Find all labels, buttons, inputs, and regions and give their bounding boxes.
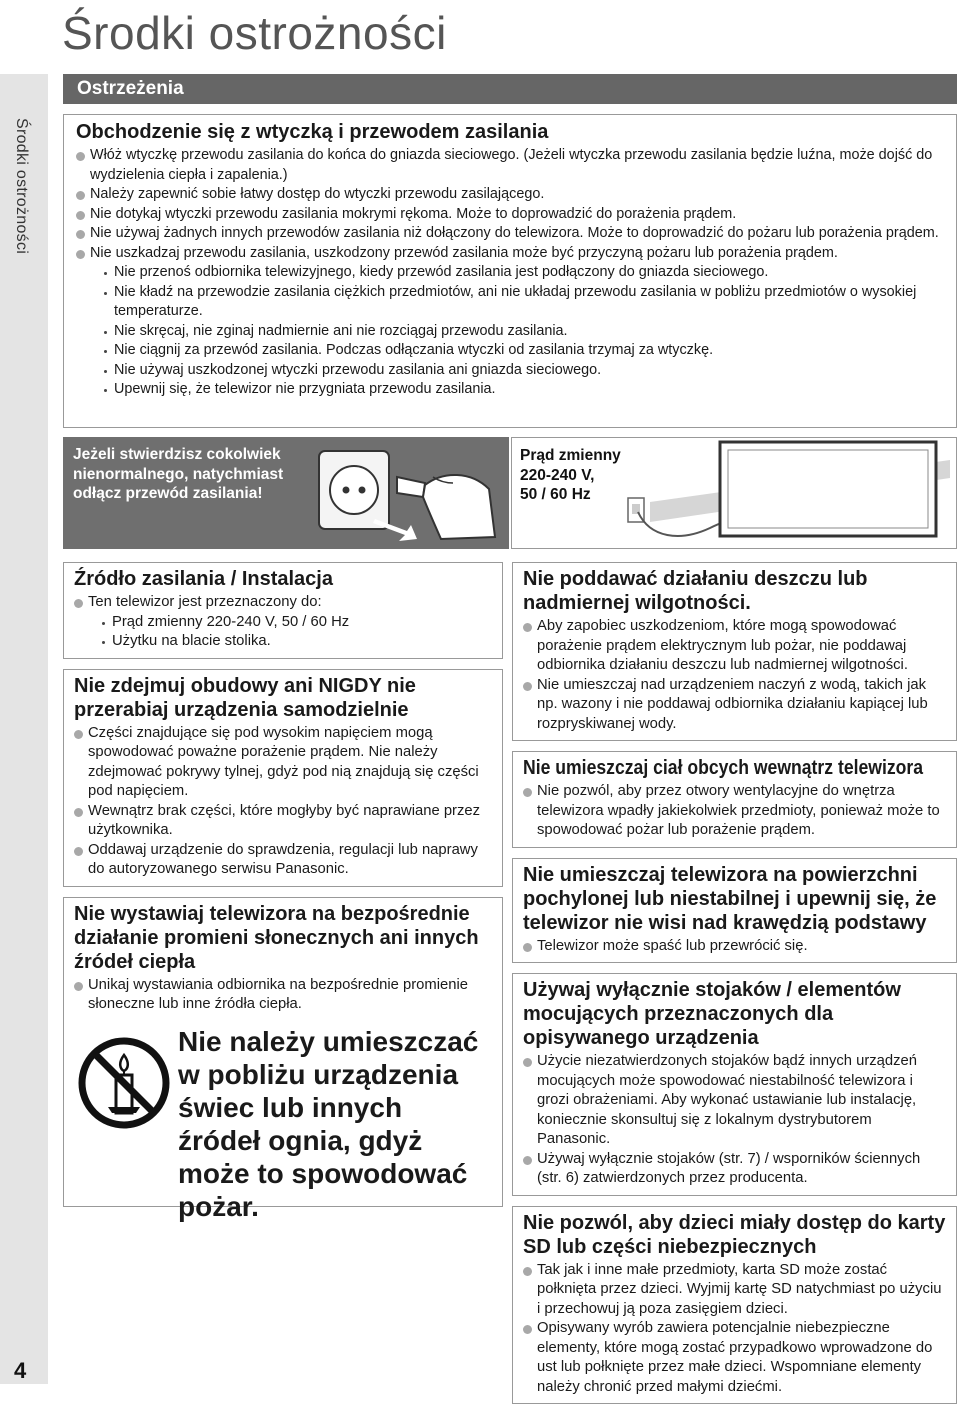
list-item: Wewnątrz brak części, które mogłyby być naprawiane przez użytkownika. bbox=[74, 802, 492, 841]
sub-list-item: Nie używaj uszkodzonej wtyczki przewodu zasilania ani gniazda sieciowego. bbox=[102, 361, 944, 381]
list-item: Opisywany wyrób zawiera potencjalnie niebezpieczne elementy, które mogą zostać przypadkowo wprowadzone do ust lub połknięte przez małe dzieci. Wspomniane elementy należy chronić przed małymi dziećmi. bbox=[523, 1319, 946, 1397]
children-list bbox=[523, 1261, 946, 1398]
side-tab bbox=[0, 74, 48, 1384]
stand-title: Używaj wyłącznie stojaków / elementów mocujących przeznaczonych dla opisywanego urządzenia bbox=[523, 979, 901, 1049]
list-item: Używaj wyłącznie stojaków (str. 7) / wsporników ściennych (str. 6) zatwierdzonych przez producenta. bbox=[523, 1150, 946, 1189]
sub-list-item: Nie skręcaj, nie zginaj nadmiernie ani nie rozciągaj przewodu zasilania. bbox=[102, 322, 944, 342]
unstable-surface-section bbox=[512, 858, 957, 964]
candle-warning bbox=[74, 1025, 492, 1223]
ac-power-line-1: Prąd zmienny bbox=[520, 447, 621, 464]
power-install-list bbox=[74, 593, 492, 613]
list-item: Nie używaj żadnych innych przewodów zasilania niż dołączony do telewizora. Może to doprowadzić do pożaru lub porażenia prądem. bbox=[76, 224, 944, 244]
no-candle-icon bbox=[74, 1035, 174, 1131]
left-column bbox=[63, 562, 503, 1222]
foreign-objects-title: Nie umieszczaj ciał obcych wewnątrz telewizora bbox=[523, 757, 924, 779]
foreign-objects-list bbox=[523, 782, 946, 841]
foreign-objects-section bbox=[512, 751, 957, 848]
list-item: Nie umieszczaj nad urządzeniem naczyń z wodą, takich jak np. wazony i nie poddawaj odbiornika działaniu kapiącej lub rozpryskiwanej wody. bbox=[523, 676, 946, 735]
children-title: Nie pozwól, aby dzieci miały dostęp do karty SD lub części niebezpiecznych bbox=[523, 1211, 946, 1258]
candle-warning-text: Nie należy umieszczać w pobliżu urządzenia świec lub innych źródeł ognia, gdyż może to spowodować pożar. bbox=[178, 1025, 479, 1222]
ac-power-line-3: 50 / 60 Hz bbox=[520, 486, 591, 503]
plug-cord-section bbox=[63, 114, 957, 428]
unplug-warning-text: Jeżeli stwierdzisz cokolwiek nienormalnego, natychmiast odłącz przewód zasilania! bbox=[73, 446, 284, 502]
list-item: Należy zapewnić sobie łatwy dostęp do wtyczki przewodu zasilającego. bbox=[76, 185, 944, 205]
children-section bbox=[512, 1206, 957, 1405]
unplug-warning-panel bbox=[63, 437, 509, 549]
rain-title: Nie poddawać działaniu deszczu lub nadmiernej wilgotności. bbox=[523, 568, 868, 614]
plug-cord-title: Obchodzenie się z wtyczką i przewodem zasilania bbox=[76, 121, 549, 143]
power-install-title: Źródło zasilania / Instalacja bbox=[74, 568, 333, 590]
sub-list-item: Upewnij się, że telewizor nie przygniata przewodu zasilania. bbox=[102, 380, 944, 400]
list-item: Włóż wtyczkę przewodu zasilania do końca do gniazda sieciowego. (Jeżeli wtyczka przewodu zasilania będzie luźna, może dojść do wydzielenia ciepła i zapalenia.) bbox=[76, 146, 944, 185]
unplug-hand-icon bbox=[313, 441, 503, 545]
list-item: Oddawaj urządzenie do sprawdzenia, regulacji lub naprawy do autoryzowanego serwisu Panasonic. bbox=[74, 841, 492, 880]
rain-section bbox=[512, 562, 957, 741]
power-install-sublist bbox=[74, 613, 492, 652]
plug-cord-sublist bbox=[76, 263, 944, 400]
sub-list-item: Nie ciągnij za przewód zasilania. Podczas odłączania wtyczki od zasilania trzymaj za wtyczkę. bbox=[102, 341, 944, 361]
cover-section bbox=[63, 669, 503, 887]
list-item: Nie pozwól, aby przez otwory wentylacyjne do wnętrza telewizora wpadły jakiekolwiek przedmioty, ponieważ może to spowodować pożar lub porażenie prądem. bbox=[523, 782, 946, 841]
list-item: Nie uszkadzaj przewodu zasilania, uszkodzony przewód zasilania może być przyczyną pożaru lub porażenia prądem. bbox=[76, 244, 944, 264]
stand-list bbox=[523, 1052, 946, 1189]
cover-title: Nie zdejmuj obudowy ani NIGDY nie przerabiaj urządzenia samodzielnie bbox=[74, 674, 416, 721]
sub-list-item: Nie przenoś odbiornika telewizyjnego, kiedy przewód zasilania jest podłączony do gniazda sieciowego. bbox=[102, 263, 944, 283]
cover-list bbox=[74, 724, 492, 880]
ac-power-label bbox=[520, 446, 621, 505]
stand-section bbox=[512, 973, 957, 1196]
rain-list bbox=[523, 617, 946, 734]
unstable-surface-title: Nie umieszczaj telewizora na powierzchni pochylonej lub niestabilnej i upewnij się, że telewizor nie wisi nad krawędzią podstawy bbox=[523, 863, 937, 934]
unstable-surface-list bbox=[523, 937, 946, 957]
power-install-section bbox=[63, 562, 503, 659]
list-item: Użycie niezatwierdzonych stojaków bądź innych urządzeń mocujących może spowodować niestabilność telewizora i grozi obrażeniami. Aby wykonać ustawianie lub instalację, koniecznie skonsultuj się z lokalnym dystrybutorem Panasonic. bbox=[523, 1052, 946, 1150]
page-title: Środki ostrożności bbox=[62, 7, 447, 59]
sub-list-item: Nie kładź na przewodzie zasilania ciężkich przedmiotów, ani nie układaj przewodu zasilania w pobliżu przedmiotów o wysokiej temperaturze. bbox=[102, 283, 944, 322]
tv-power-panel bbox=[511, 437, 957, 549]
side-section-label: Środki ostrożności bbox=[13, 118, 30, 255]
page-number: 4 bbox=[14, 1358, 27, 1383]
list-item: Aby zapobiec uszkodzeniom, które mogą spowodować porażenie prądem elektrycznym lub pożar, nie poddawaj odbiornika działaniu deszczu lub nadmiernej wilgotności. bbox=[523, 617, 946, 676]
list-item: Ten telewizor jest przeznaczony do: bbox=[74, 593, 492, 613]
list-item: Nie dotykaj wtyczki przewodu zasilania mokrymi rękoma. Może to doprowadzić do porażenia prądem. bbox=[76, 205, 944, 225]
sunlight-section bbox=[63, 897, 503, 1222]
sunlight-list bbox=[74, 976, 492, 1015]
warnings-header-bar: Ostrzeżenia bbox=[63, 74, 957, 104]
list-item: Części znajdujące się pod wysokim napięciem mogą spowodować poważne porażenie prądem. Nie należy zdejmować pokrywy tylnej, gdyż pod nią znajdują się części pod napięciem. bbox=[74, 724, 492, 802]
list-item: Tak jak i inne małe przedmioty, karta SD może zostać połknięta przez dzieci. Wyjmij kartę SD natychmiast po użyciu i przechowuj ją poza zasięgiem dzieci. bbox=[523, 1261, 946, 1320]
list-item: Unikaj wystawiania odbiornika na bezpośrednie promienie słoneczne lub inne źródła ciepła. bbox=[74, 976, 492, 1015]
sunlight-title: Nie wystawiaj telewizora na bezpośrednie działanie promieni słonecznych ani innych źródeł ciepła bbox=[74, 902, 479, 973]
tv-icon bbox=[620, 442, 950, 546]
plug-cord-list bbox=[76, 146, 944, 263]
ac-power-line-2: 220-240 V, bbox=[520, 466, 595, 484]
list-item: Telewizor może spaść lub przewrócić się. bbox=[523, 937, 946, 957]
right-column bbox=[512, 562, 957, 1414]
sub-list-item: Prąd zmienny 220-240 V, 50 / 60 Hz bbox=[100, 613, 492, 633]
sub-list-item: Użytku na blacie stolika. bbox=[100, 632, 492, 652]
